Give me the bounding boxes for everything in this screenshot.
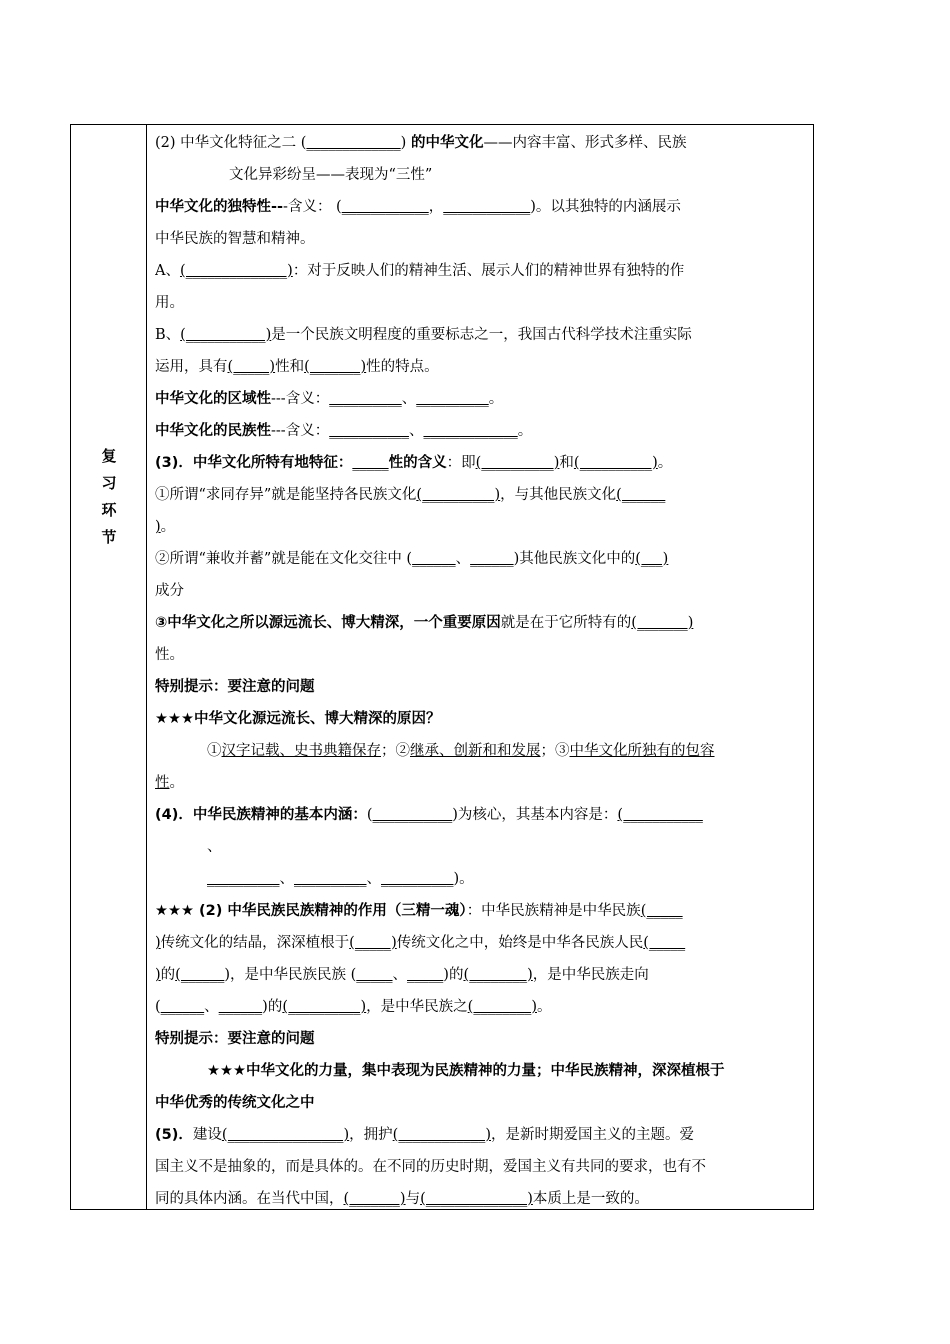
text-segment: ，是新时期爱国主义的主题。爱 (491, 1127, 694, 1143)
text-segment: ：对于反映人们的精神生活、展示人们的精神世界有独特的作 (292, 263, 685, 279)
fill-in-blank: (___________) (180, 327, 272, 343)
text-line (155, 735, 807, 767)
text-line (155, 447, 807, 479)
fill-in-blank: (___) (635, 551, 669, 567)
text-segment: ③中华文化之所以源远流长、博大精深，一个重要原因 (155, 615, 501, 631)
text-segment: ★★★ (2) 中华民族民族精神的作用（三精一魂） (155, 903, 467, 919)
text-line (155, 1087, 807, 1119)
text-line (155, 1151, 807, 1183)
text-line (155, 927, 807, 959)
text-segment: 性的特点。 (366, 359, 439, 375)
text-line (155, 351, 807, 383)
text-line (155, 799, 807, 831)
text-segment: 。 (657, 455, 673, 471)
text-line (155, 863, 807, 895)
fill-in-blank: (__________) (475, 455, 560, 471)
text-segment: ---含义： (271, 423, 330, 439)
fill-in-blank: (_______) (304, 359, 367, 375)
text-segment: ★★★中华文化的力量，集中表现为民族精神的力量；中华民族精神，深深植根于 (207, 1063, 725, 1079)
text-segment: 中华文化的区域性 (155, 391, 271, 407)
fill-in-blank: (______ (616, 487, 666, 503)
fill-in-blank: (____________) (392, 1127, 491, 1143)
text-segment: (4)．中华民族精神的基本内涵： (155, 807, 367, 823)
fill-in-blank: (__________) (573, 455, 658, 471)
text-segment: 与 (405, 1191, 421, 1207)
text-segment: 、 (392, 967, 408, 983)
fill-in-blank: ___________ (329, 423, 409, 439)
text-line (155, 191, 807, 223)
fill-in-blank: (_______) (631, 615, 694, 631)
text-segment: 中华优秀的传统文化之中 (155, 1095, 315, 1111)
text-line (155, 159, 807, 191)
text-segment: 传统文化之中，始终是中华各民族人民 (396, 935, 644, 951)
text-segment: 运用，具有 (155, 359, 228, 375)
text-segment: ①所谓“求同存异”就是能坚持各民族文化 (155, 487, 417, 503)
fill-in-blank: ____________ (443, 199, 531, 215)
side-label-char: 环 (101, 501, 117, 519)
text-line (155, 287, 807, 319)
text-line (155, 543, 807, 575)
text-segment: ( (366, 807, 373, 823)
text-segment: )，是中华民族民族 ( (224, 967, 357, 983)
text-segment: 中华文化的民族性 (155, 423, 271, 439)
text-segment: ) (400, 135, 411, 151)
fill-in-blank: (_____) (227, 359, 276, 375)
fill-in-blank: __________ (329, 391, 402, 407)
fill-in-blank: (___________ (617, 807, 703, 823)
text-segment: 特别提示：要注意的问题 (155, 1031, 315, 1047)
text-segment: 同的具体内涵。在当代中国， (155, 1191, 344, 1207)
text-line (155, 415, 807, 447)
text-segment: 特别提示：要注意的问题 (155, 679, 315, 695)
fill-in-blank: (______ (175, 967, 225, 983)
text-segment: ---含义： (271, 391, 330, 407)
text-segment: 的 (160, 967, 176, 983)
text-line (155, 575, 807, 607)
text-line (155, 383, 807, 415)
fill-in-blank: (_____ (643, 935, 686, 951)
text-line (155, 1055, 807, 1087)
fill-in-blank: (_______) (343, 1191, 406, 1207)
text-line (155, 223, 807, 255)
fill-in-blank: _____ (356, 967, 393, 983)
text-segment: )。 (453, 871, 474, 887)
text-line (155, 511, 807, 543)
text-segment: )其他民族文化中的 (513, 551, 636, 567)
text-segment: 。 (169, 775, 184, 791)
side-label-char: 习 (101, 474, 117, 492)
text-line (155, 703, 807, 735)
text-segment: ：即 (446, 455, 476, 471)
text-segment: 的中华文化 (410, 135, 484, 151)
fill-in-blank: (_____) (349, 935, 397, 951)
text-segment: ① (207, 743, 222, 759)
fill-in-blank: ______ (470, 551, 514, 567)
text-segment: 、 (401, 391, 417, 407)
text-line (155, 319, 807, 351)
text-segment: 、 (366, 871, 381, 887)
text-segment: ②所谓“兼收并蓄”就是能在文化交往中 ( (155, 551, 413, 567)
fill-in-blank: _____ (352, 455, 389, 471)
text-segment: 。 (160, 519, 176, 535)
text-segment: ；③ (540, 743, 570, 759)
text-segment: )的 (262, 999, 283, 1015)
text-segment: ， (428, 199, 444, 215)
text-line (155, 639, 807, 671)
fill-in-blank: _____________ (423, 423, 518, 439)
text-segment: ，拥护 (349, 1127, 393, 1143)
text-segment: 性 (155, 775, 170, 791)
fill-in-blank: __________ (416, 391, 489, 407)
text-segment: (3)．中华文化所特有地特征： (155, 455, 353, 471)
text-segment: ，是中华民族之 (366, 999, 468, 1015)
text-line (155, 991, 807, 1023)
text-segment: )。以其独特的内涵展示 (530, 199, 681, 215)
text-segment: (5)． (155, 1127, 193, 1143)
text-segment: ：中华民族精神是中华民族 (466, 903, 641, 919)
fill-in-blank: (________) (463, 967, 533, 983)
text-segment: 中华民族的智慧和精神。 (155, 231, 315, 247)
text-segment: 文化异彩纷呈——表现为“三性” (229, 167, 433, 183)
fill-in-blank: ______ (412, 551, 456, 567)
text-segment: 传统文化的结晶，深深植根于 (160, 935, 350, 951)
text-line (155, 1119, 807, 1151)
text-segment: 和 (559, 455, 574, 471)
text-segment: 国主义不是抽象的，而是具体的。在不同的历史时期，爱国主义有共同的要求，也有不 (155, 1159, 706, 1175)
text-line (155, 255, 807, 287)
fill-in-blank: __________ (294, 871, 367, 887)
text-segment: 。 (537, 999, 552, 1015)
text-segment: 性和 (275, 359, 305, 375)
text-segment: ) (155, 935, 161, 951)
text-segment: 继承、创新和和发展 (410, 743, 541, 759)
side-column (71, 125, 147, 1209)
fill-in-blank: _____________ (306, 135, 401, 151)
text-line (155, 671, 807, 703)
fill-in-blank: (________) (467, 999, 537, 1015)
side-label-char: 复 (101, 447, 117, 465)
text-segment: 、 (207, 839, 222, 855)
text-segment: ) (155, 967, 161, 983)
fill-in-blank: ______ (218, 999, 263, 1015)
fill-in-blank: (________________) (221, 1127, 350, 1143)
fill-in-blank: ____________ (341, 199, 429, 215)
fill-in-blank: __________ (381, 871, 454, 887)
text-line (155, 479, 807, 511)
text-segment: 就是在于它所特有的 (500, 615, 632, 631)
text-line (155, 1023, 807, 1055)
fill-in-blank: (_____ (640, 903, 683, 919)
text-line (155, 767, 807, 799)
fill-in-blank: ______ (160, 999, 205, 1015)
fill-in-blank: (______________) (179, 263, 293, 279)
text-segment: 性。 (155, 647, 184, 663)
fill-in-blank: (__________) (282, 999, 367, 1015)
text-segment: ，与其他民族文化 (500, 487, 617, 503)
text-line (155, 607, 807, 639)
text-segment: 。 (488, 391, 504, 407)
text-segment: 性的含义 (388, 455, 447, 471)
text-segment: 中华文化所独有的包容 (569, 743, 715, 759)
side-label-review-section (71, 443, 147, 551)
text-segment: ，是中华民族走向 (532, 967, 649, 983)
text-segment: 、 (279, 871, 294, 887)
text-segment: 。 (517, 423, 533, 439)
text-segment: ( (155, 999, 161, 1015)
text-segment: 是一个民族文明程度的重要标志之一，我国古代科学技术注重实际 (271, 327, 692, 343)
text-segment: 建设 (192, 1127, 222, 1143)
text-segment: ) (155, 519, 161, 535)
fill-in-blank: (__________) (416, 487, 501, 503)
text-segment: ★★★中华文化源远流长、博大精深的原因？ (155, 711, 441, 727)
text-segment: ；② (381, 743, 410, 759)
fill-in-blank: ___________ (372, 807, 453, 823)
text-segment: )的 (443, 967, 464, 983)
text-segment: 、 (408, 423, 424, 439)
text-segment: A、 (155, 263, 180, 279)
text-segment: (2) 中华文化特征之二 ( (155, 135, 307, 151)
fill-in-blank: _____ (407, 967, 444, 983)
text-segment: 成分 (155, 583, 184, 599)
text-segment: B、 (155, 327, 181, 343)
text-segment: ——内容丰富、形式多样、民族 (483, 135, 687, 151)
fill-in-blank: __________ (207, 871, 280, 887)
text-segment: 、 (204, 999, 219, 1015)
text-line (155, 895, 807, 927)
text-line (155, 959, 807, 991)
content-cell (155, 127, 807, 1215)
text-segment: 汉字记载、史书典籍保存 (221, 743, 381, 759)
text-segment: 中华文化的独特性-- (155, 199, 284, 215)
text-line (155, 831, 807, 863)
text-segment: 本质上是一致的。 (532, 1191, 649, 1207)
side-label-char: 节 (101, 528, 117, 546)
fill-in-blank: (______________) (420, 1191, 533, 1207)
text-segment: -含义： ( (283, 199, 342, 215)
review-table (70, 124, 814, 1210)
text-line (155, 1183, 807, 1215)
text-segment: )为核心，其基本内容是： (452, 807, 618, 823)
text-segment: 用。 (155, 295, 184, 311)
text-segment: 、 (455, 551, 471, 567)
text-line (155, 127, 807, 159)
